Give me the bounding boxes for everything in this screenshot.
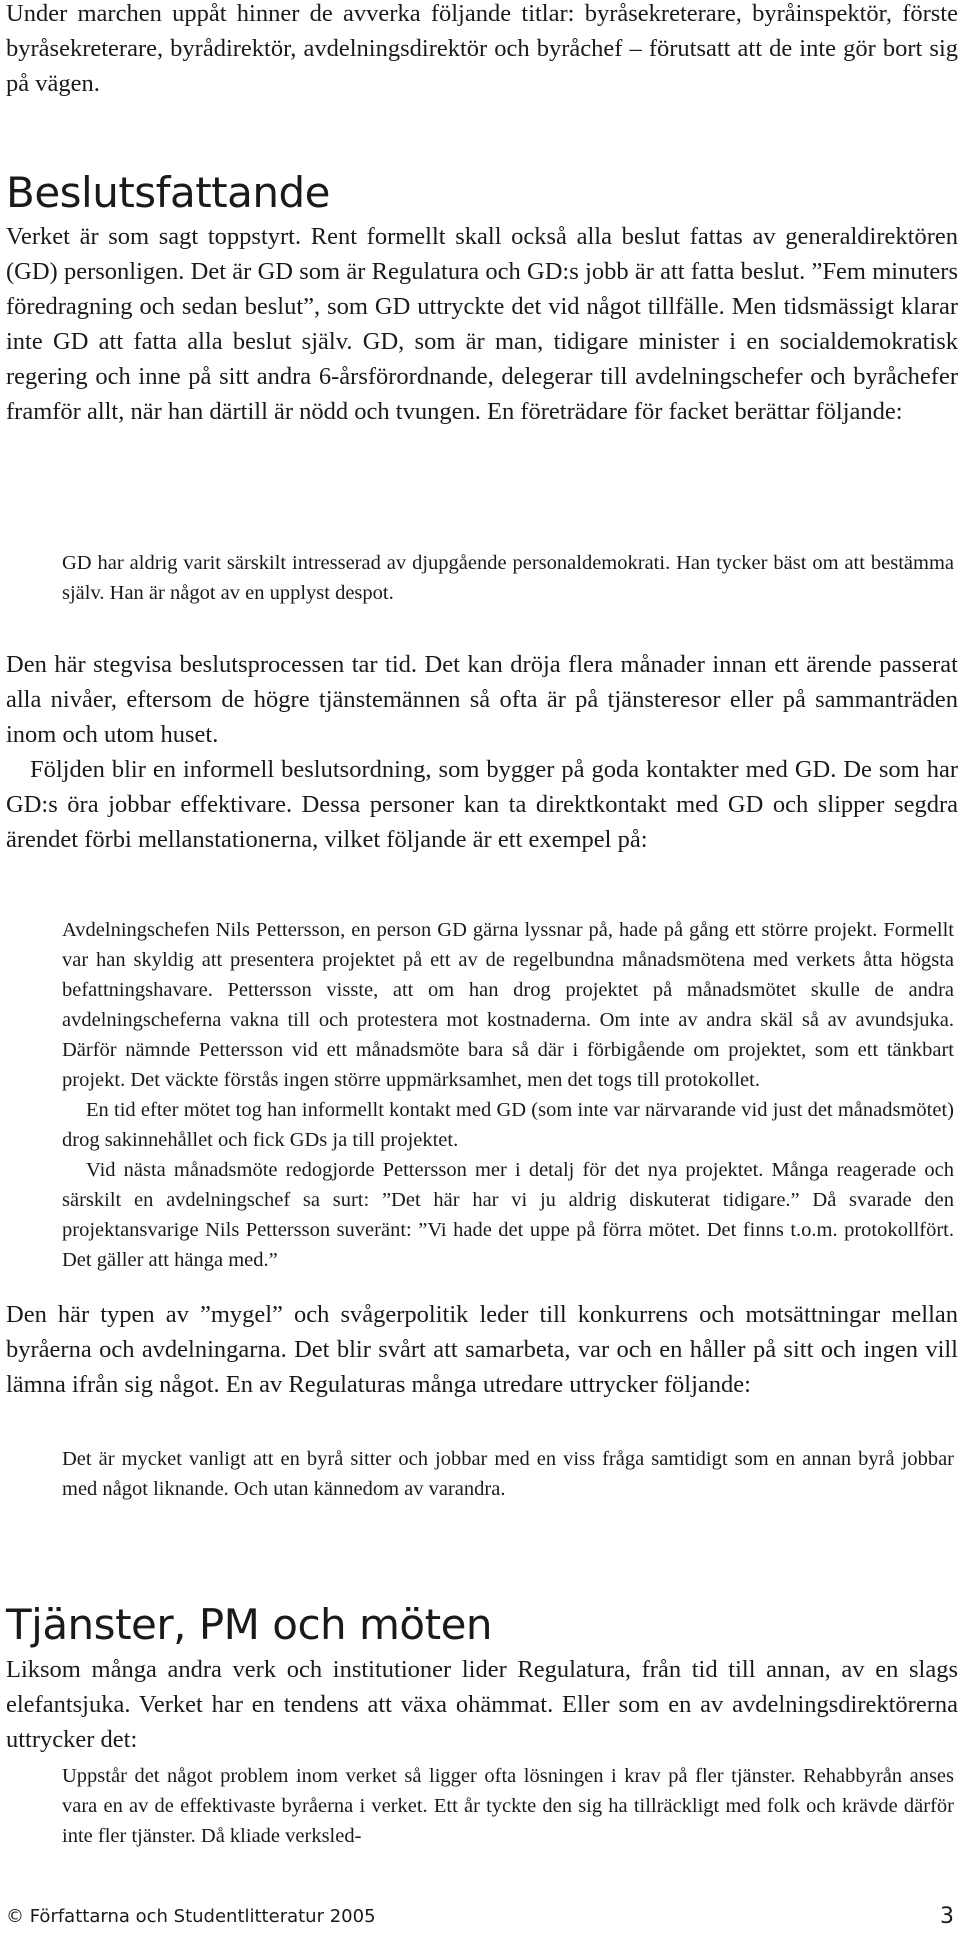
beslut-paragraph-1-block [6, 219, 958, 429]
beslut-paragraph-2: Den här stegvisa beslutsprocessen tar tid. Det kan dröja flera månader innan ett ärende passerat alla nivåer, eftersom de högre tjänstemännen så ofta är på tjänsteresor eller på sammanträden inom och utom huset. [6, 651, 958, 748]
beslut-quote-1-block [62, 548, 954, 608]
beslut-quote-1: GD har aldrig varit särskilt intresserad av djupgående personaldemokrati. Han tycker bäst om att bestämma själv. Han är något av en upplyst despot. [62, 552, 954, 604]
beslut-quote-2-paragraph-3: Vid nästa månadsmöte redogjorde Pettersson mer i detalj för det nya projektet. Många reagerade och särskilt en avdelningschef sa surt: ”Det här har vi ju aldrig diskuterat tidigare.” Då svarade den projektansvarige Nils Pettersson suveränt: ”Vi hade det uppe på förra mötet. Det finns t.o.m. protokollfört. Det gäller att hänga med.” [62, 1159, 954, 1271]
intro-paragraph: Under marchen uppåt hinner de avverka följande titlar: byråsekreterare, byråinspektör, förste byråsekreterare, byrådirektör, avdelningsdirektör och byråchef – förutsatt att de inte gör bort sig på vägen. [6, 0, 958, 97]
beslut-paragraph-2-block [6, 647, 958, 857]
tjanster-quote-1-block [62, 1761, 954, 1851]
beslut-quote-2-paragraph-2: En tid efter mötet tog han informellt kontakt med GD (som inte var närvarande vid just det månadsmötet) drog sakinnehållet och fick GDs ja till projektet. [62, 1099, 954, 1151]
section-heading-beslutsfattande: Beslutsfattande [6, 168, 330, 217]
page-number: 3 [940, 1904, 954, 1929]
beslut-quote-2-paragraph-1: Avdelningschefen Nils Pettersson, en person GD gärna lyssnar på, hade på gång ett större projekt. Formellt var han skyldig att presentera projektet på ett av de regelbundna månadsmötena med verkets åtta högsta befattningshavare. Pettersson visste, att om han drog projektet på månadsmötet skulle de andra avdelningscheferna vakna till och protestera mot kostnaderna. Om inte av andra skäl så av avundsjuka. Därför nämnde Pettersson vid ett månadsmöte bara så där i förbigående om projektet, som ett tänkbart projekt. Det väckte förstås ingen större uppmärksamhet, men det togs till protokollet. [62, 919, 954, 1091]
copyright-notice: © Författarna och Studentlitteratur 2005 [6, 1906, 376, 1927]
tjanster-paragraph-1: Liksom många andra verk och institutioner lider Regulatura, från tid till annan, av en slags elefantsjuka. Verket har en tendens att växa ohämmat. Eller som en av avdelningsdirektörerna uttrycker det: [6, 1656, 958, 1753]
tjanster-quote-1: Uppstår det något problem inom verket så ligger ofta lösningen i krav på fler tjänster. Rehabbyrån anses vara en av de effektivaste byråerna i verket. Ett år tyckte den sig ha tillräckligt med folk och krävde därför inte fler tjänster. Då kliade verksled- [62, 1765, 954, 1847]
beslut-quote-3-block [62, 1444, 954, 1504]
beslut-quote-3: Det är mycket vanligt att en byrå sitter och jobbar med en viss fråga samtidigt som en annan byrå jobbar med något liknande. Och utan kännedom av varandra. [62, 1448, 954, 1500]
beslut-paragraph-4: Den här typen av ”mygel” och svågerpolitik leder till konkurrens och motsättningar mellan byråerna och avdelningarna. Det blir svårt att samarbeta, var och en håller på sitt och ingen vill lämna ifrån sig något. En av Regulaturas många utredare uttrycker följande: [6, 1301, 958, 1398]
intro-block [6, 0, 958, 101]
section-heading-tjanster: Tjänster, PM och möten [6, 1600, 493, 1649]
beslut-paragraph-1: Verket är som sagt toppstyrt. Rent formellt skall också alla beslut fattas av generaldirektören (GD) personligen. Det är GD som är Regulatura och GD:s jobb är att fatta beslut. ”Fem minuters föredragning och sedan beslut”, som GD uttryckte det vid något tillfälle. Men tidsmässigt klarar inte GD att fatta alla beslut själv. GD, som är man, tidigare minister i en socialdemokratisk regering och inne på sitt andra 6-årsförordnande, delegerar till avdelningschefer och byråchefer framför allt, när han därtill är nödd och tvungen. En företrädare för facket berättar följande: [6, 223, 958, 425]
page-footer [0, 1902, 960, 1932]
beslut-paragraph-3: Följden blir en informell beslutsordning, som bygger på goda kontakter med GD. De som har GD:s öra jobbar effektivare. Dessa personer kan ta direktkontakt med GD och slipper segdra ärendet förbi mellanstationerna, vilket följande är ett exempel på: [6, 756, 958, 853]
tjanster-paragraph-1-block [6, 1652, 958, 1757]
beslut-paragraph-4-block [6, 1297, 958, 1402]
beslut-quote-2-block [62, 915, 954, 1275]
